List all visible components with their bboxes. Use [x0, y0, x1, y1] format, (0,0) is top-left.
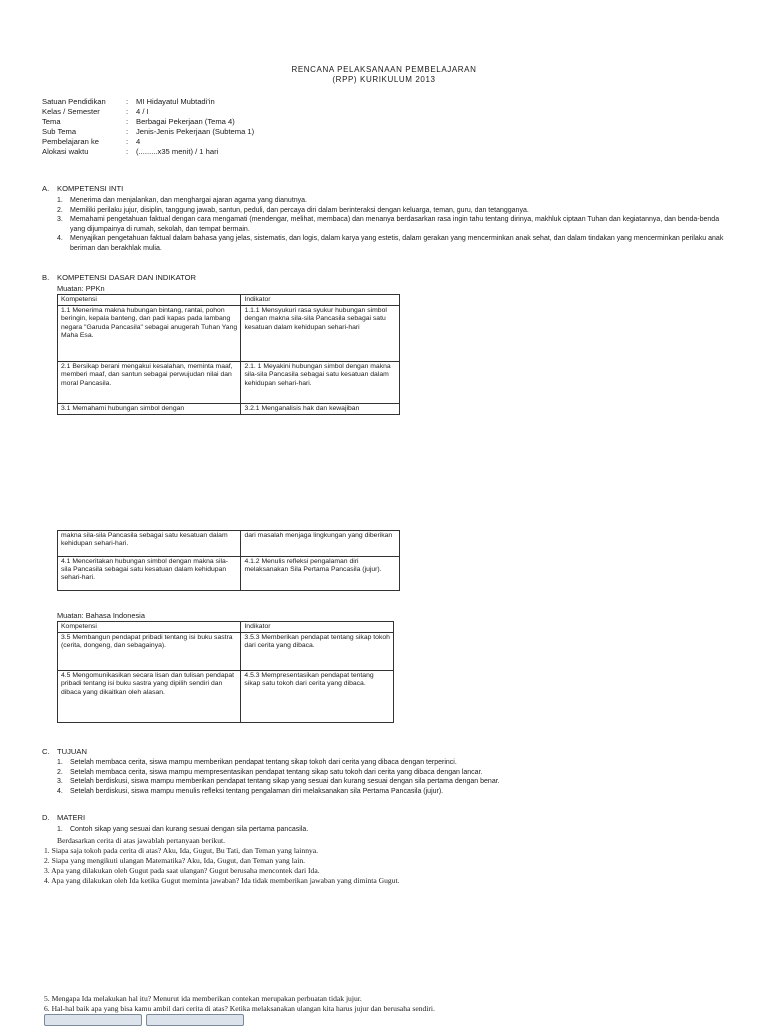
identity-row: Satuan Pendidikan : MI Hidayatul Mubtadi'in: [42, 97, 215, 106]
list-item: 1. Menerima dan menjalankan, dan menghargai ajaran agama yang dianutnya.: [57, 197, 307, 204]
list-item: 2. Siapa yang mengikuti ulangan Matematika? Aku, Ida, Gugut, dan Teman yang lain.: [44, 856, 306, 865]
doc-title: RENCANA PELAKSANAAN PEMBELAJARAN: [291, 65, 477, 74]
col-header-kompetensi: Kompetensi: [58, 295, 241, 306]
doc-subtitle: (RPP) KURIKULUM 2013: [332, 75, 436, 84]
cutoff-button[interactable]: [146, 1014, 244, 1026]
list-item: 3. Apa yang dilakukan oleh Gugut pada saat ulangan? Gugut berusaha mencontek dari Ida.: [44, 866, 320, 875]
materi-item: 1. Contoh sikap yang sesuai dan kurang sesuai dengan sila pertama pancasila.: [57, 826, 309, 833]
list-item: 3. Memahami pengetahuan faktual dengan cara mengamati (mendengar, melihat, membaca) dan menanya berdasarkan rasa ingin tahu tentang dirinya, makhluk ciptaan Tuhan dan kegiatannya, dan benda-benda yang dijumpainya di rumah, sekolah, dan tempat bermain.: [57, 216, 720, 233]
section-c-heading: C. TUJUAN: [42, 747, 87, 756]
table-header-row: [58, 295, 400, 306]
table-row: 3.1 Memahami hubungan simbol dengan 3.2.1 Menganalisis hak dan kewajiban: [58, 404, 400, 415]
list-item: 2. Memiliki perilaku jujur, disiplin, tanggung jawab, santun, peduli, dan percaya diri dalam berinteraksi dengan keluarga, teman, guru, dan tetangganya.: [57, 206, 529, 214]
section-d-heading: D. MATERI: [42, 813, 86, 822]
table-row: 3.5 Membangun pendapat pribadi tentang isi buku sastra (cerita, dongeng, dan sebagainya). 3.5.3 Memberikan pendapat tentang sikap tokoh dari cerita yang dibaca.: [58, 633, 394, 671]
muatan-ppkn-label: Muatan: PPKn: [57, 284, 105, 293]
bahasa-indonesia-table: [57, 621, 394, 723]
table-row: 4.5 Mengomunikasikan secara lisan dan tulisan pendapat pribadi tentang isi buku sastra yang dipilih sendiri dan dibaca yang dikaitkan oleh alasan. 4.5.3 Mempresentasikan pendapat tentang sikap satu tokoh dari cerita yang dibaca.: [58, 671, 394, 723]
list-item: 5. Mengapa Ida melakukan hal itu? Menurut ida memberikan contekan merupakan perbuatan tidak jujur.: [44, 994, 362, 1003]
cutoff-button-row: [44, 1014, 244, 1026]
identity-row: Alokasi waktu : (.........x35 menit) / 1 hari: [42, 147, 219, 156]
list-item: 1. Setelah membaca cerita, siswa mampu memberikan pendapat tentang sikap tokoh dari cerita yang dibaca dengan terperinci.: [57, 759, 457, 766]
identity-row: Kelas / Semester : 4 / I: [42, 107, 149, 116]
list-item: 4. Setelah berdiskusi, siswa mampu menulis refleksi tentang pengalaman diri melaksanakan sila Pertama Pancasila (jujur).: [57, 787, 444, 795]
materi-questions-continued: [44, 994, 744, 1014]
list-item: 4. Menyajikan pengetahuan faktual dalam bahasa yang jelas, sistematis, dan logis, dalam karya yang estetis, dalam gerakan yang mencerminkan anak sehat, dan dalam tindakan yang mencerminkan perilaku anak beriman dan berakhlak mulia.: [57, 235, 724, 252]
list-item: 2. Setelah membaca cerita, siswa mampu mempresentasikan pendapat tentang sikap satu tokoh dari cerita yang dibaca dengan lancar.: [57, 768, 483, 776]
table-header-row: Kompetensi Indikator: [58, 622, 394, 633]
identity-block: [42, 97, 254, 157]
table-row: 2.1 Bersikap berani mengakui kesalahan, meminta maaf, memberi maaf, dan santun sebagai perwujudan nilai dan moral Pancasila. 2.1. 1 Meyakini hubungan simbol dengan makna sila-sila Pancasila sebagai satu kesatuan dalam kehidupan sehari-hari.: [58, 362, 400, 404]
list-item: 3. Setelah berdiskusi, siswa mampu memberikan pendapat tentang sikap yang sesuai dan kurang sesuai dengan sila pertama dengan benar.: [57, 778, 500, 786]
table-row: makna sila-sila Pancasila sebagai satu kesatuan dalam kehidupan sehari-hari. dari masalah menjaga lingkungan yang diberikan: [58, 531, 400, 557]
muatan-bi-label: Muatan: Bahasa Indonesia: [57, 611, 145, 620]
list-item: 4. Apa yang dilakukan oleh Ida ketika Gugut meminta jawaban? Ida tidak memberikan jawaban yang diminta Gugut.: [44, 876, 400, 885]
section-a-heading: A. KOMPETENSI INTI: [42, 184, 124, 193]
table-row: 4.1 Menceritakan hubungan simbol dengan makna sila-sila Pancasila sebagai satu kesatuan dalam kehidupan sehari-hari. 4.1.2 Menulis refleksi pengalaman diri melaksanakan Sila Pertama Pancasila (jujur).: [58, 557, 400, 591]
section-b-heading: B. KOMPETENSI DASAR DAN INDIKATOR: [42, 273, 196, 282]
materi-intro: Berdasarkan cerita di atas jawablah pertanyaan berikut.: [57, 836, 226, 845]
col-header-indikator: Indikator: [241, 295, 400, 306]
identity-row: Tema : Berbagai Pekerjaan (Tema 4): [42, 117, 235, 126]
cutoff-button[interactable]: [44, 1014, 142, 1026]
table-row: 1.1 Menerima makna hubungan bintang, rantai, pohon beringin, kepala banteng, dan padi kapas pada lambang negara "Garuda Pancasila" sebagai anugerah Tuhan Yang Maha Esa. 1.1.1 Mensyukuri rasa syukur hubungan simbol dengan makna sila-sila Pancasila sebagai satu kesatuan dalam kehidupan sehari-hari: [58, 306, 400, 362]
list-item: 6. Hal-hal baik apa yang bisa kamu ambil dari cerita di atas? Ketika melaksanakan ulangan kita harus jujur dan berusaha sendiri.: [44, 1004, 435, 1013]
tujuan-list: [57, 758, 727, 796]
identity-row: Pembelajaran ke : 4: [42, 137, 141, 146]
materi-questions: [44, 836, 744, 886]
kompetensi-inti-list: [57, 196, 727, 254]
ppkn-table: [57, 294, 400, 415]
list-item: 1. Siapa saja tokoh pada cerita di atas? Aku, Ida, Gugut, Bu Tati, dan Teman yang lainnya.: [44, 846, 319, 855]
identity-row: Sub Tema : Jenis-Jenis Pekerjaan (Subtema 1): [42, 127, 255, 136]
ppkn-table-continued: [57, 530, 400, 591]
